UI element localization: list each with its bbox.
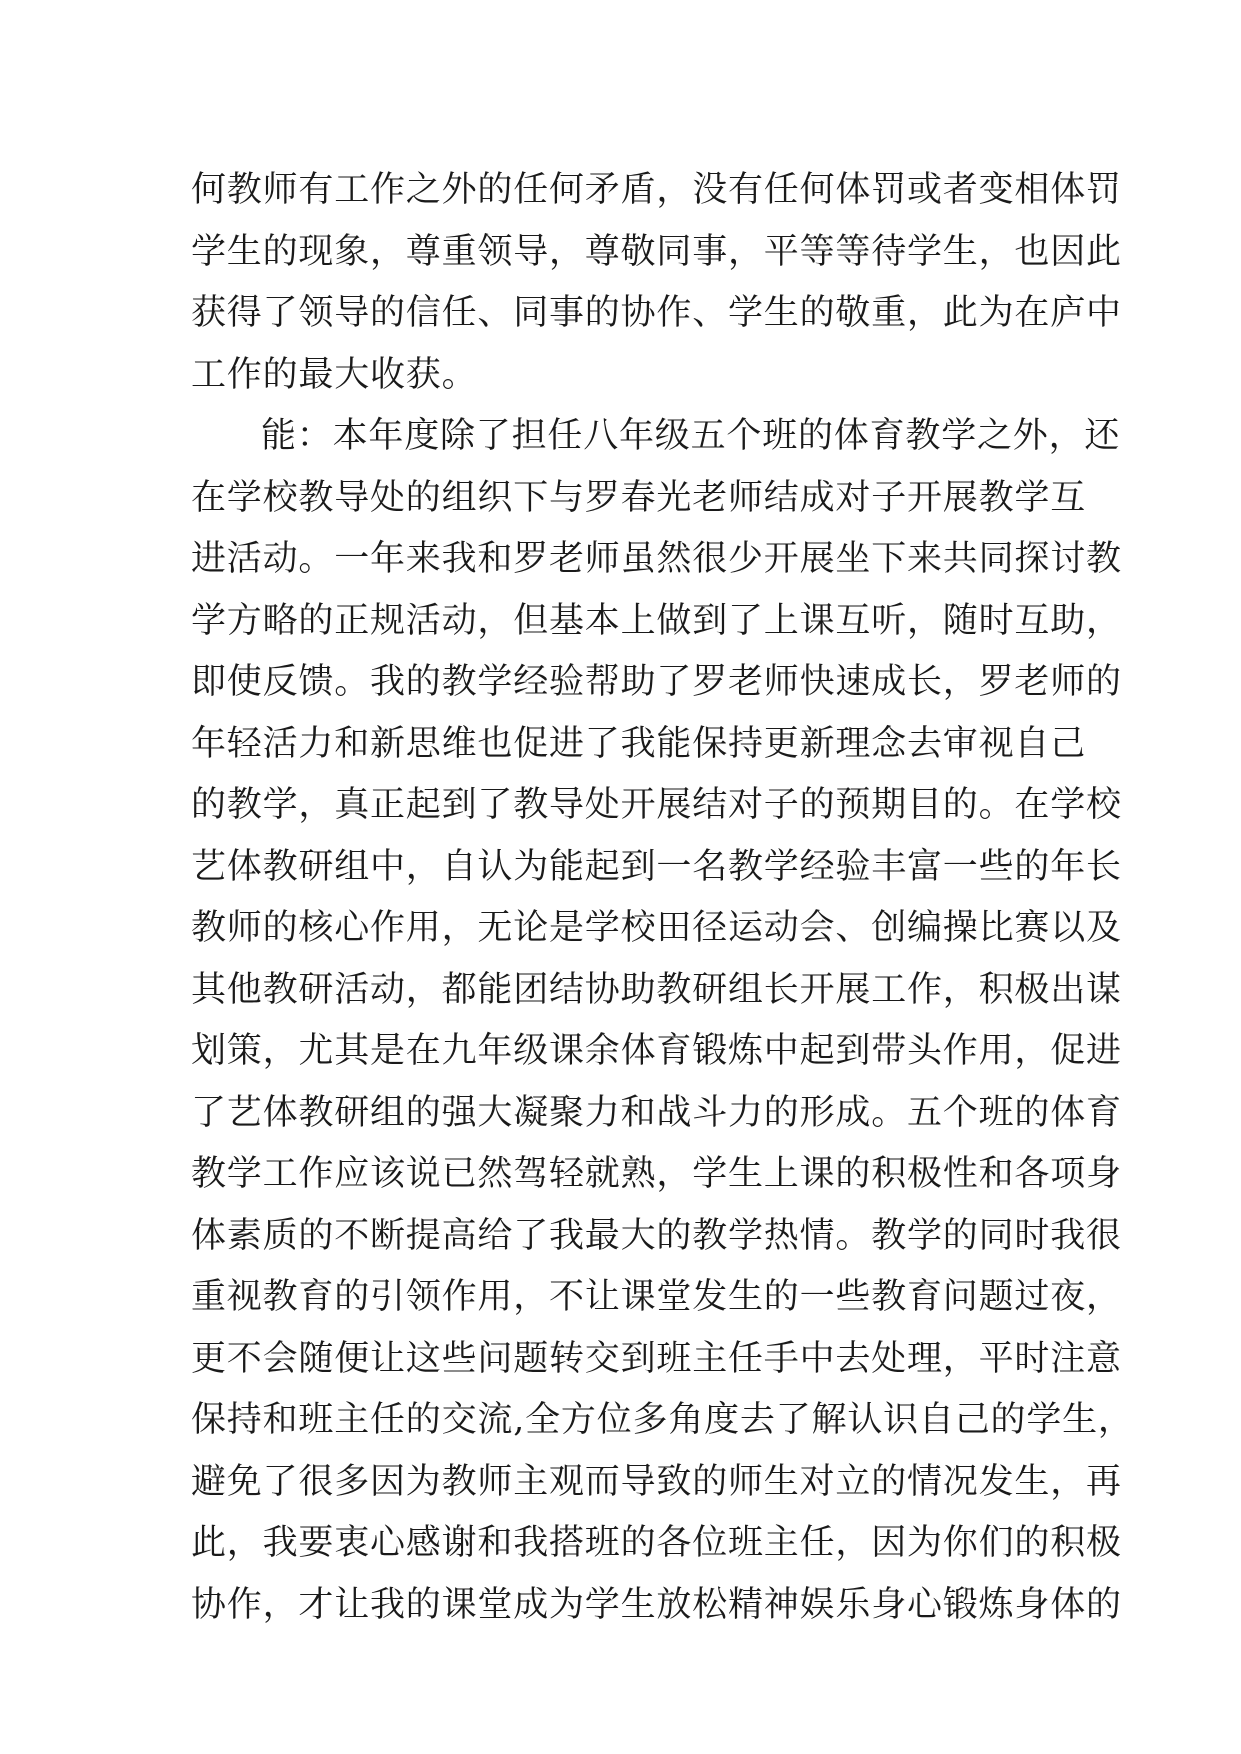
text-line: 学方略的正规活动，但基本上做到了上课互听，随时互助， bbox=[191, 600, 1122, 641]
text-line: 进活动。一年来我和罗老师虽然很少开展坐下来共同探讨教 bbox=[191, 539, 1122, 579]
text-line: 协作，才让我的课堂成为学生放松精神娱乐身心锻炼身体的 bbox=[191, 1584, 1122, 1625]
text-line: 划策，尤其是在九年级课余体育锻炼中起到带头作用，促进 bbox=[191, 1031, 1122, 1071]
text-line: 教师的核心作用，无论是学校田径运动会、创编操比赛以及 bbox=[191, 908, 1122, 948]
text-line: 即使反馈。我的教学经验帮助了罗老师快速成长，罗老师的 bbox=[191, 662, 1122, 702]
text-line: 重视教育的引领作用，不让课堂发生的一些教育问题过夜， bbox=[191, 1277, 1122, 1317]
text-line: 教学工作应该说已然驾轻就熟，学生上课的积极性和各项身 bbox=[191, 1154, 1122, 1194]
body-text bbox=[191, 160, 1134, 1636]
text-line: 保持和班主任的交流,全方位多角度去了解认识自己的学生， bbox=[191, 1400, 1134, 1440]
text-line: 更不会随便让这些问题转交到班主任手中去处理，平时注意 bbox=[191, 1338, 1122, 1379]
text-line: 的教学，真正起到了教导处开展结对子的预期目的。在学校 bbox=[191, 785, 1122, 825]
text-line: 避免了很多因为教师主观而导致的师生对立的情况发生，再 bbox=[191, 1461, 1122, 1502]
text-line: 何教师有工作之外的任何矛盾，没有任何体罚或者变相体罚 bbox=[191, 170, 1122, 210]
text-line: 其他教研活动，都能团结协助教研组长开展工作，积极出谋 bbox=[191, 969, 1122, 1010]
text-line: 了艺体教研组的强大凝聚力和战斗力的形成。五个班的体育 bbox=[191, 1092, 1122, 1133]
text-line: 艺体教研组中，自认为能起到一名教学经验丰富一些的年长 bbox=[191, 846, 1122, 887]
text-line: 工作的最大收获。 bbox=[191, 354, 478, 395]
paragraph-first-line: 能：本年度除了担任八年级五个班的体育教学之外，还 bbox=[261, 416, 1121, 456]
text-line: 体素质的不断提高给了我最大的教学热情。教学的同时我很 bbox=[191, 1215, 1122, 1256]
text-line: 获得了领导的信任、同事的协作、学生的敬重，此为在庐中 bbox=[191, 293, 1122, 333]
text-line: 学生的现象，尊重领导，尊敬同事，平等等待学生，也因此 bbox=[191, 231, 1122, 272]
text-line: 在学校教导处的组织下与罗春光老师结成对子开展教学互 bbox=[191, 477, 1087, 518]
text-line: 此，我要衷心感谢和我搭班的各位班主任，因为你们的积极 bbox=[191, 1523, 1122, 1563]
text-line: 年轻活力和新思维也促进了我能保持更新理念去审视自己 bbox=[191, 723, 1087, 764]
